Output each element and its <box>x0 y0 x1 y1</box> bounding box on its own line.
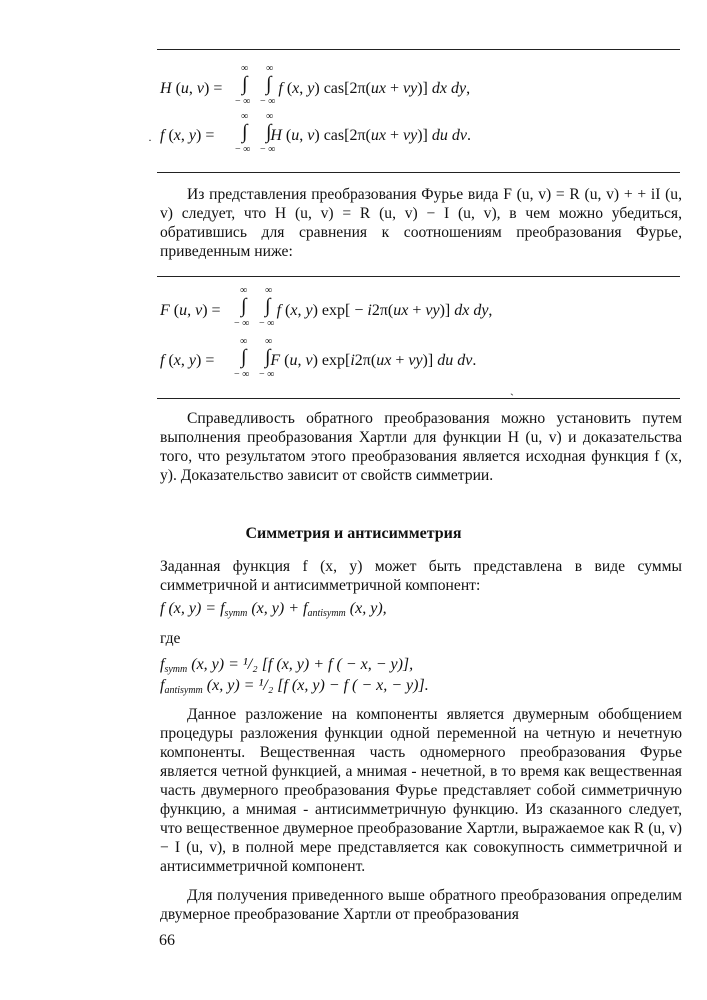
integral-upper-limit: ∞ <box>265 336 273 347</box>
page-number: 66 <box>159 932 175 949</box>
integral-upper-limit: ∞ <box>241 111 249 122</box>
block1-bottom-rule <box>157 172 680 173</box>
paragraph-continuation <box>160 886 682 924</box>
integral-lower-limit: − ∞ <box>235 96 251 107</box>
where-label: где <box>160 630 181 647</box>
integral-sign: ∫ <box>242 73 248 95</box>
formula-fourier-forward: F (u, v) = f (x, y) exp[ − i2π(ux + vy)] dx dy, <box>160 302 493 319</box>
integral-upper-limit: ∞ <box>240 336 248 347</box>
paragraph-text: Данное разложение на компоненты является двумерным обобщением процедуры разложения функции одной переменной на четную и нечетную компоненты. Вещественная часть одномерного преобразования Фурье является четной функцией, а мнимая - нечетной, в то время как вещественная часть двумерного преобразования Фурье представляет собой симметричную функцию, а мнимая - антисимметричную функцию. Из сказанного следует, что вещественное двумерное преобразование Хартли, выражаемое как R (u, v) − I (u, v), в полной мере представляется как совокупность симметричной и антисимметричной компонент. <box>160 706 682 875</box>
paragraph-fourier-relation <box>160 185 682 261</box>
integral-lower-limit: − ∞ <box>234 369 250 380</box>
integral-upper-limit: ∞ <box>266 111 274 122</box>
integral-upper-limit: ∞ <box>266 63 274 74</box>
paragraph-inverse-proof <box>160 409 682 485</box>
integral-lower-limit: − ∞ <box>260 144 276 155</box>
paragraph-text: Справедливость обратного преобразования можно установить путем выполнения преобразования Хартли для функции H (u, v) и доказательства того, что результатом этого преобразования является исходная функция f (x, y). Доказательство зависит от свойств симметрии. <box>160 410 682 484</box>
block2-top-rule <box>157 276 680 277</box>
integral-lower-limit: − ∞ <box>235 144 251 155</box>
paragraph-decomposition <box>160 557 682 595</box>
integral-sign: ∫ <box>242 121 248 143</box>
paragraph-text: Заданная функция f (x, y) может быть представлена в виде суммы симметричной и антисимметричной компонент: <box>160 558 682 594</box>
paragraph-text: Для получения приведенного выше обратного преобразования определим двумерное преобразование Хартли от преобразования <box>160 887 682 923</box>
integral-lower-limit: − ∞ <box>234 318 250 329</box>
integral-sign: ∫ <box>241 346 247 368</box>
integral-sign: ∫ <box>265 346 271 368</box>
equation-antisymm: $f_{antisymm}$ (x, y) = ¹/₂ [f (x, y) − f ( − x, − y)]. <box>160 677 429 696</box>
top-rule <box>157 49 680 50</box>
equation-sum: f (x, $y) = f_{symm}$ (x, $y) + f_{antisymm}$ (x, y), <box>160 600 387 619</box>
integral-upper-limit: ∞ <box>241 63 249 74</box>
integral-sign: ∫ <box>266 121 272 143</box>
section-heading: Симметрия и антисимметрия <box>245 525 462 542</box>
integral-sign: ∫ <box>265 295 271 317</box>
block2-bottom-rule <box>157 398 680 399</box>
formula-fourier-inverse: f (x, y) = F (u, v) exp[i2π(ux + vy)] du dv. <box>160 352 477 369</box>
integral-lower-limit: − ∞ <box>259 369 275 380</box>
paragraph-text: Из представления преобразования Фурье вида F (u, v) = R (u, v) + + iI (u, v) следует, что H (u, v) = R (u, v) − I (u, v), в чем можно убедиться, обратившись для сравнения к соотношениям преобразования Фурье, приведенным ниже: <box>160 186 682 260</box>
integral-lower-limit: − ∞ <box>260 96 276 107</box>
integral-sign: ∫ <box>241 295 247 317</box>
integral-upper-limit: ∞ <box>240 285 248 296</box>
integral-sign: ∫ <box>266 73 272 95</box>
integral-upper-limit: ∞ <box>265 285 273 296</box>
integral-lower-limit: − ∞ <box>259 318 275 329</box>
scan-speck: · <box>148 133 152 147</box>
paragraph-generalization <box>160 705 682 876</box>
scan-speck: ˏ <box>510 382 514 396</box>
formula-hartley-inverse: f (x, y) = H (u, v) cas[2π(ux + vy)] du dv. <box>160 127 471 144</box>
equation-symm: $f_{symm}$ (x, y) = ¹/₂ [f (x, y) + f ( − x, − y)], <box>160 656 414 675</box>
formula-hartley-forward: H (u, v) = f (x, y) cas[2π(ux + vy)] dx dy, <box>160 80 471 97</box>
